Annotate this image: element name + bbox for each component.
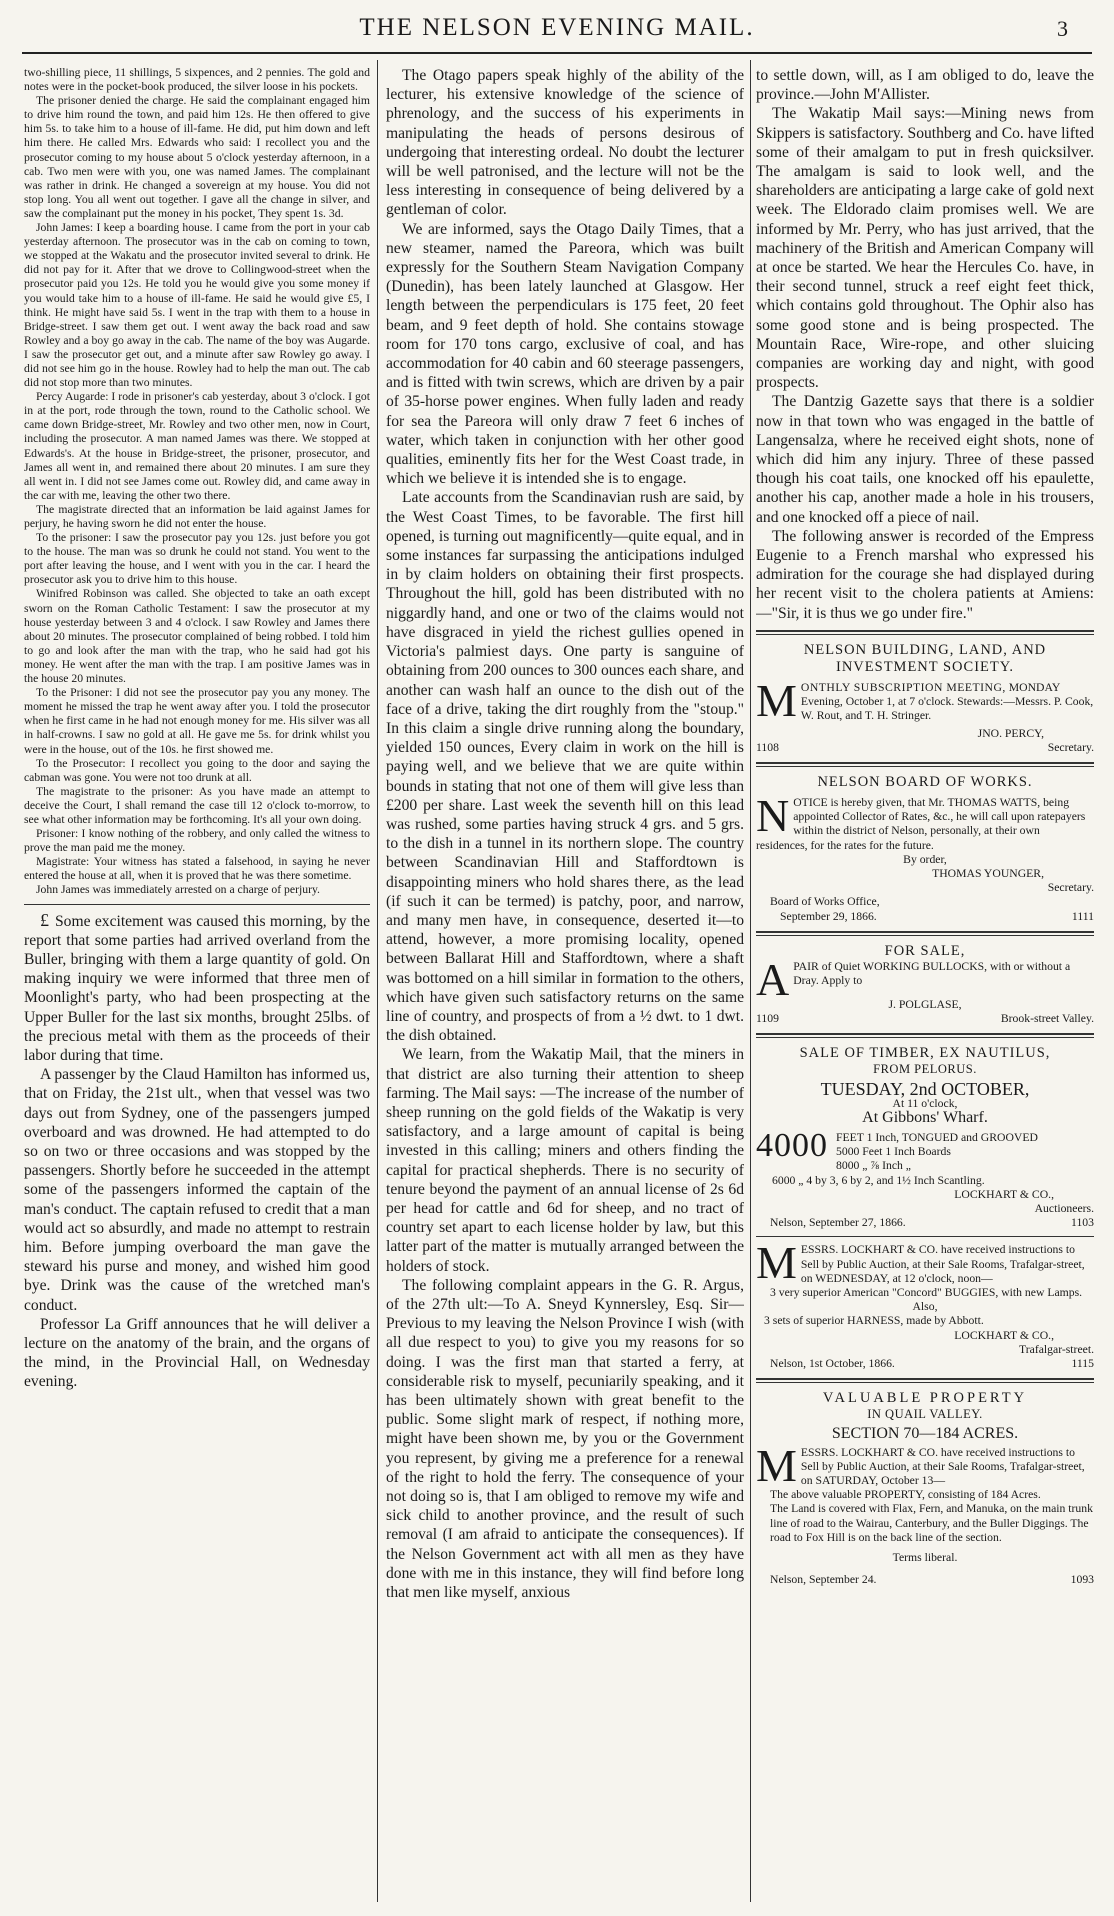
paragraph: The following complaint appears in the G. R. Argus, of the 27th ult:—To A. Sneyd Kynnersley, Esq. Sir—Previous to my leaving the Nelson Province I wish (with all due respect to you) to give you my reasons for so doing. I was the first man that started a ferry, at considerable risk to myself, pecuniarily speaking, and it has been ultimately shown with great benefit to the public. Some slight mark of respect, if nothing more, might have been shown me, by you or the Government you represent, by giving me a preference for a renewal of the right to hold the ferry. The consequence of your not doing so is, that I am obliged to remove my wife and sick child to another province, and the result of such removal (I am afraid to anticipate the consequences). If the Nelson Government act with all men as they have done with me in this instance, they will find before long that men like myself, anxious bbox=[386, 1276, 744, 1602]
ad-time: At 11 o'clock, bbox=[892, 1096, 958, 1110]
ad-subheading: IN QUAIL VALLEY. bbox=[867, 1407, 983, 1422]
ad-building-society bbox=[756, 642, 1094, 755]
ad-line: 6000 „ 4 by 3, 6 by 2, and 1½ Inch Scantling. bbox=[772, 1173, 985, 1187]
paragraph: The Dantzig Gazette says that there is a soldier now in that town who was engaged in the battle of Langensalza, where he received eight shots, none of which did him any injury. Three of these passed though his coat tails, one knocked off his epaulette, another his cap, another made a hole in his trousers, and one knocked off a piece of nail. bbox=[756, 393, 1094, 526]
ad-signer: LOCKHART & CO., bbox=[954, 1328, 1054, 1342]
paragraph: The magistrate directed that an information be laid against James for perjury, he having sworn he did not enter the house. bbox=[24, 502, 370, 530]
paragraph: John James: I keep a boarding house. I came from the port in your cab yesterday afternoon. The prosecutor was in the cab on coming to town, we stopped at the Wakatu and the prosecutor invited several to drink. He did not pay for it. After that we drove to Collingwood-street when the prosecutor paid you 12s. He told you he would give you some money if you would take him to a house of ill-fame. He said he would give £5, I think. He might have said 5s. I went in the trap with them to a house in Bridge-street. I saw them get out. I went away the back road and saw Rowley and a boy go away in the cab. The name of the boy was Augarde. I saw the prosecutor get out, and a minute after saw Rowley go away. I did not see him go in the house. Rowley had to help the man out. The cab did not stop more than two minutes. bbox=[24, 221, 370, 390]
ad-ref: 1111 bbox=[1071, 909, 1094, 923]
ad-ref: 1109 bbox=[756, 1011, 779, 1025]
ad-ref: 1108 bbox=[756, 740, 779, 754]
paragraph: The following answer is recorded of the Empress Eugenie to a French marshal who expressed his admiration for the courage she had displayed during her recent visit to the cholera patients at Amiens:—"Sir, it is thus we go under fire." bbox=[756, 527, 1094, 622]
divider bbox=[756, 931, 1094, 936]
ad-ref: 1093 bbox=[1070, 1573, 1094, 1587]
ad-body: MONDAY Evening, October 1, at 7 o'clock. Stewards:—Messrs. P. Cook, W. Rout, and T. H. Stringer. bbox=[800, 680, 1094, 723]
ad-signer: JNO. PERCY, bbox=[977, 726, 1044, 740]
news-items bbox=[756, 66, 1094, 623]
column-1 bbox=[24, 66, 370, 1902]
paragraph: Professor La Griff announces that he will deliver a lecture on the anatomy of the brain, and the organs of the mind, in the Provincial Hall, on Wednesday evening. bbox=[24, 1315, 370, 1391]
ad-by-order: By order, bbox=[903, 852, 947, 866]
ad-terms: Terms liberal. bbox=[892, 1551, 958, 1565]
drop-cap: M bbox=[756, 1237, 797, 1289]
paragraph: To the prisoner: I saw the prosecutor pay you 12s. just before you got to the house. The man was so drunk he could not stand. You went to the port after leaving the house, and I went with you in the car. I heard the prosecutor ask you to drive him to this house. bbox=[24, 531, 370, 587]
ad-signer: J. POLGLASE, bbox=[888, 997, 962, 1011]
ad-signer: LOCKHART & CO., bbox=[954, 1187, 1054, 1201]
ad-paragraph: The Land is covered with Flax, Fern, and Manuka, on the main trunk line of road to the Wairau, Canterbury, and the Buller Diggings. The road to Fox Hill is on the back line of the section. bbox=[770, 1502, 1093, 1544]
newspaper-title: THE NELSON EVENING MAIL. bbox=[359, 14, 755, 41]
ad-place: At Gibbons' Wharf. bbox=[862, 1108, 988, 1126]
paragraph: Magistrate: Your witness has stated a falsehood, in saying he never entered the house at all, when it is proved that he was there sometime. bbox=[24, 855, 370, 883]
ad-body: ESSRS. LOCKHART & CO. have received instructions to Sell by Public Auction, at their Sale Rooms, Trafalgar-street, on SATURDAY, October 13— bbox=[800, 1445, 1085, 1488]
paragraph: The magistrate to the prisoner: As you have made an attempt to deceive the Court, I shall remand the case till 12 o'clock to-morrow, to see what other information may be forthcoming. It's all your own doing. bbox=[24, 784, 370, 826]
paragraph: We are informed, says the Otago Daily Times, that a new steamer, named the Pareora, which was built expressly for the Southern Steam Navigation Company (Dunedin), has been lately launched at Glasgow. Her length between the perpendiculars is 175 feet, 20 feet beam, and 9 feet depth of hold. She contains stowage room for 170 tons cargo, exclusive of coal, and has accommodation for 40 cabin and 60 steerage passengers, and is fitted with twin screws, which are driven by a pair of 35-horse power engines. When fully laden and ready for sea the Pareora will only draw 7 feet 6 inches of water, which taken in conjunction with her other good qualities, eminently fits her for the West Coast trade, in which we believe it is intended she is to engage. bbox=[386, 220, 744, 488]
ad-address: Trafalgar-street. bbox=[1019, 1342, 1094, 1356]
paragraph: We learn, from the Wakatip Mail, that the miners in that district are also turning their attention to sheep farming. The Mail says: —The increase of the number of sheep running on the gold fields of the Wakatip is very satisfactory, and a large amount of capital is being invested in this calling; miners and others finding the capital for practical shepherds. There is no security of tenure beyond the payment of an annual license of 2s 6d per head for cattle and 6d for sheep, and no tract of country set apart to each license holder by law, but this latter part of the matter is mutually arranged between the holders of stock. bbox=[386, 1046, 744, 1275]
divider bbox=[756, 1033, 1094, 1038]
paragraph: To the Prisoner: I did not see the prosecutor pay you any money. The moment he missed the trap he went away after you. I told the prosecutor when he first came in he had not enough money for me. His silver was all in half-crowns. I saw no gold at all. He gave me 5s. for drink whilst you were in the house, out of the 10s. he first showed me. bbox=[24, 686, 370, 756]
ad-heading: NELSON BOARD OF WORKS. bbox=[817, 773, 1033, 790]
paragraph: Winifred Robinson was called. She objected to take an oath except sworn on the Roman Catholic Testament: I saw the prosecutor at my house yesterday between 3 and 4 o'clock. I saw Rowley and James there about 20 minutes. The prosecutor complained of being robbed. I told him to go and look after the man with the trap, who he said had got his money. He went after the man with the trap. I am positive James was in the house 20 minutes. bbox=[24, 587, 370, 686]
ad-heading: SALE OF TIMBER, EX NAUTILUS, bbox=[799, 1045, 1051, 1062]
ad-subheading: FROM PELORUS. bbox=[873, 1062, 977, 1077]
ad-paragraph: The above valuable PROPERTY, consisting of 184 Acres. bbox=[770, 1488, 1041, 1502]
ad-timber-sale bbox=[756, 1045, 1094, 1230]
ad-date: Nelson, September 24. bbox=[770, 1573, 877, 1587]
column-3 bbox=[756, 66, 1094, 1902]
paragraph: A passenger by the Claud Hamilton has informed us, that on Friday, the 21st ult., when that vessel was two days out from Sydney, one of the passengers jumped overboard and was drowned. He had attempted to do so on two or three occasions and was stopped by the passengers. Shortly before he succeeded in the attempt some of the passengers informed the captain of the man's conduct. The captain refused to credit that a man would act so absurdly, and made no attempt to restrain him. Before jumping overboard the man gave the steward his purse and money, and wished him good bye. Drink was the cause of the wretched man's conduct. bbox=[24, 1066, 370, 1314]
ad-body: PAIR of Quiet WORKING BULLOCKS, with or without a Dray. Apply to bbox=[793, 959, 1071, 987]
ad-section: SECTION 70—184 ACRES. bbox=[831, 1425, 1019, 1443]
paragraph: The Otago papers speak highly of the ability of the lecturer, his extensive knowledge of the science of phrenology, and the success of his experiments in manipulating the heads of persons desirous of undergoing that interesting ordeal. No doubt the lecturer will be well patronised, and the lecture will not be the less interesting in consequence of being delivered by a gentleman of color. bbox=[386, 67, 744, 219]
ad-heading: NELSON BUILDING, LAND, AND INVESTMENT SOCIETY. bbox=[803, 641, 1047, 675]
ad-line: FEET 1 Inch, TONGUED and GROOVED bbox=[836, 1130, 1038, 1144]
ad-line: 5000 Feet 1 Inch Boards bbox=[836, 1145, 951, 1159]
ad-date-line: TUESDAY, 2nd OCTOBER, bbox=[820, 1079, 1030, 1100]
paragraph: To the Prosecutor: I recollect you going to the door and saying the cabman was gone. You were not too drunk at all. bbox=[24, 756, 370, 784]
ad-role: Secretary. bbox=[1047, 740, 1094, 754]
paragraph: John James was immediately arrested on a charge of perjury. bbox=[36, 883, 320, 897]
paragraph: Late accounts from the Scandinavian rush are said, by the West Coast Times, to be favorable. The first hill opened, is turning out magnificently—quite equal, and in some instances far surpassing the anticipations indulged in by claim holders on obtaining their first prospects. Throughout the hill, gold has been distributed with no niggardly hand, and one or two of the claims would not have disgraced in yield the richest gullies opened in Victoria's palmiest days. One party is sanguine of obtaining from 200 ounces to 300 ounces each share, and another can wash half an ounce to the dish out of the face of a drive, taking the dirt roughly from the "stoup." In this claim a single drive running along the boundary, yielded 150 ounces, Every claim in work on the hill is paying well, and we believe that we are quite within bounds in stating that not one of them will give less than £200 per share. Last week the seventh hill on this lead was rushed, some parties having struck 4 grs. and 5 grs. to the dish in a tunnel in its northern slope. The country between Scandinavian Hill and Staffordtown is disappointing miners who hold shares there, as the lead (if such it can be termed) is patchy, poor, and narrow, and many men have, in consequence, deserted it—to attend, however, a more promising locality, opened between Ballarat Hill and Staffordtown, where a shaft was bottomed on a hill similar in formation to the others, which have given such satisfactory returns on the same line of country, and prospects of from a ½ dwt. to 1 dwt. the dish obtained. bbox=[386, 489, 744, 1045]
paragraph: two-shilling piece, 11 shillings, 5 sixpences, and 2 pennies. The gold and notes were in the pocket-book produced, the silver loose in his pockets. bbox=[24, 66, 370, 94]
drop-cap: M bbox=[756, 674, 797, 726]
divider bbox=[24, 904, 370, 905]
column-rule bbox=[750, 60, 751, 1902]
masthead-rule bbox=[22, 52, 1092, 54]
ad-date: Nelson, September 27, 1866. bbox=[770, 1216, 906, 1230]
divider bbox=[756, 1236, 1094, 1237]
ad-ref: 1103 bbox=[1071, 1216, 1094, 1230]
column-rule bbox=[377, 60, 378, 1902]
ad-role: Auctioneers. bbox=[1034, 1201, 1094, 1215]
news-items bbox=[24, 911, 370, 1392]
paragraph: Prisoner: I know nothing of the robbery, and only called the witness to prove the man paid me the money. bbox=[24, 827, 370, 855]
ad-ref: 1115 bbox=[1071, 1357, 1094, 1370]
ad-lead: ONTHLY SUBSCRIPTION MEETING, bbox=[800, 680, 1006, 694]
court-report bbox=[24, 66, 370, 898]
ad-big-number: 4000 bbox=[756, 1126, 828, 1164]
page-number: 3 bbox=[1057, 16, 1068, 41]
ad-body: OTICE is hereby given, that Mr. THOMAS WATTS, being appointed Collector of Rates, &c., he will call upon ratepayers within the district of Nelson, personally, at their own residences, for the rates for the future. bbox=[756, 795, 1086, 852]
pound-mark: £ bbox=[40, 909, 49, 930]
divider bbox=[756, 630, 1094, 635]
ad-role: Secretary. bbox=[1047, 881, 1094, 895]
ad-address: Brook-street Valley. bbox=[1000, 1011, 1094, 1025]
drop-cap: N bbox=[756, 789, 790, 841]
ad-buggies-auction bbox=[756, 1237, 1094, 1371]
ad-heading: FOR SALE, bbox=[884, 942, 966, 959]
ad-date: Nelson, 1st October, 1866. bbox=[770, 1357, 895, 1370]
ad-line: 8000 „ ⅞ Inch „ bbox=[836, 1159, 911, 1173]
column-2 bbox=[386, 66, 744, 1902]
paragraph: £ Some excitement was caused this morning, by the report that some parties had arrived overland from the Buller, bringing with them a large quantity of gold. On making inquiry we were informed that three men of Moonlight's party, who had been prospecting at the Upper Buller for the last six months, brought 25lbs. of the precious metal with them as the proceeds of their labor during that time. bbox=[24, 909, 370, 1064]
ad-date: September 29, 1866. bbox=[780, 909, 877, 923]
divider bbox=[756, 1378, 1094, 1383]
ad-heading: VALUABLE PROPERTY bbox=[822, 1390, 1028, 1407]
drop-cap: A bbox=[756, 953, 790, 1005]
paragraph: Percy Augarde: I rode in prisoner's cab yesterday, about 3 o'clock. I got in at the port, rode through the town, round to the Catholic school. We came down Bridge-street, Mr. Rowley and two other men, now in Court, including the prosecutor. A man named James was there. We stopped at Edwards's. At the house in Bridge-street, the prisoner, prosecutor, and James all went in, and remained there about 20 minutes. I am sure they all went in. I did not see James come out. Rowley did, and came away in the car with me, leaving the other two there. bbox=[24, 390, 370, 502]
ad-item: 3 very superior American "Concord" BUGGIES, with new Lamps. bbox=[770, 1285, 1083, 1299]
ad-body: ESSRS. LOCKHART & CO. have received instructions to Sell by Public Auction, at their Sale Rooms, Trafalgar-street, on WEDNESDAY, at 12 o'clock, noon— bbox=[800, 1243, 1085, 1285]
masthead bbox=[0, 14, 1114, 54]
divider bbox=[756, 762, 1094, 767]
ad-also: Also, bbox=[912, 1300, 938, 1314]
ad-for-sale bbox=[756, 943, 1094, 1026]
paragraph: to settle down, will, as I am obliged to do, leave the province.—John M'Allister. bbox=[756, 67, 1094, 104]
ad-item: 3 sets of superior HARNESS, made by Abbott. bbox=[764, 1314, 984, 1328]
ad-valuable-property bbox=[756, 1390, 1094, 1587]
drop-cap: M bbox=[756, 1439, 797, 1491]
ad-signer: THOMAS YOUNGER, bbox=[932, 866, 1044, 880]
paragraph: The Wakatip Mail says:—Mining news from Skippers is satisfactory. Southberg and Co. have lifted some of their amalgam to put in fresh quicksilver. The amalgam is said to look well, and the shareholders are anticipating a large cake of gold next week. The Eldorado claim promises well. We are informed by Mr. Perry, who has just arrived, that the machinery of the British and American Company will at once be started. We hear the Hercules Co. have, in their second tunnel, struck a reef eight feet thick, which contains gold throughout. The Ophir also has some good stone and is being prospected. The Mountain Race, Wire-rope, and other sluicing companies are working day and night, with good prospects. bbox=[756, 105, 1094, 392]
ad-board-of-works bbox=[756, 774, 1094, 924]
paragraph: The prisoner denied the charge. He said the complainant engaged him to drive him round the town, and paid him 12s. He then offered to give him 5s. to take him to a house of ill-fame. He did, put him down and left him there. He called Mrs. Edwards who said: I recollect you and the prosecutor coming to my house about 5 o'clock yesterday afternoon, in a cab. Two men were with you, one was named James. The complainant was rather in drink. He changed a sovereign at my house. You did not stop long. You all went out together. I gave all the change in silver, and saw the complainant put the money in his pocket, They spent 1s. 3d. bbox=[24, 94, 370, 220]
ad-office: Board of Works Office, bbox=[770, 895, 880, 909]
